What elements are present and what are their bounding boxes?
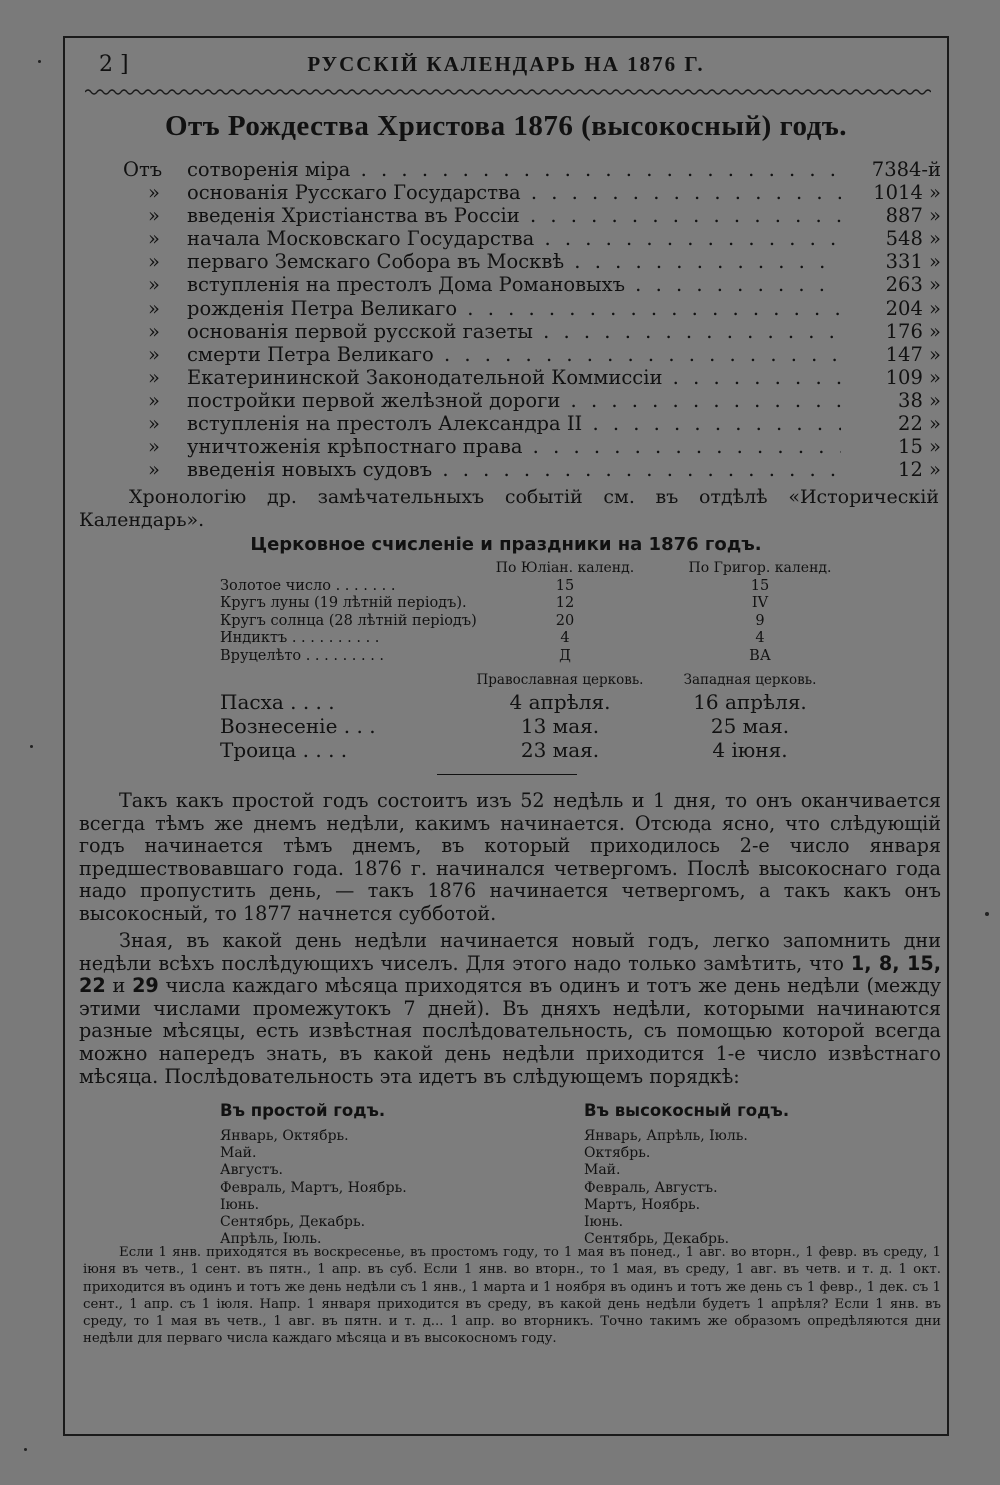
era-prefix: »: [148, 388, 160, 412]
chronology-note: Хронологію др. замѣчательныхъ событій см. въ отдѣлѣ «Историческій Календарь».: [79, 486, 939, 531]
orthodox-date: 23 мая.: [520, 738, 600, 762]
era-text: вступленія на престолъ Александра II . . .: [187, 412, 841, 435]
era-prefix: »: [148, 250, 160, 274]
footnote: Если 1 янв. приходятся въ воскресенье, въ простомъ году, то 1 мая въ понед., 1 авг. во вторн., 1 февр. въ среду, 1 іюня въ четв., 1 сент. въ пятн., 1 апр. въ суб. Если 1 янв. во вторн., то 1 мая, въ среду, 1 авг. въ четв. и т. д. 1 окт. приходится въ одинъ и тотъ же день недѣли съ 1 янв., 1 марта и 1 ноября въ одинъ и тотъ же день съ 1 февр., 1 дек. съ 1 сент., 1 апр. съ 1 іюля. Напр. 1 января приходится въ среду, въ какой день недѣли будетъ 1 апрѣля? Если 1 янв. въ среду, то 1 мая въ четв., 1 авг. въ пятн. и т. д... 1 апр. во вторникъ. Точно такимъ же образомъ опредѣляются дни недѣли для перваго числа каждаго мѣсяца и въ высокосномъ году.: [83, 1245, 941, 1347]
era-text: рожденія Петра Великаго . . .: [187, 297, 841, 320]
feast-name: Троица . . . .: [220, 738, 348, 762]
era-value: 15 »: [898, 435, 941, 459]
era-row: [123, 343, 941, 366]
list-item: Октябрь.: [584, 1145, 651, 1162]
era-prefix: »: [148, 181, 160, 205]
book-page: [63, 36, 949, 1436]
era-row: [123, 320, 941, 343]
era-value: 7384-й: [871, 158, 941, 181]
list-item: Февраль, Мартъ, Ноябрь.: [220, 1179, 407, 1196]
gregorian-value: 4: [755, 630, 765, 647]
era-list: [123, 158, 941, 481]
feast-name: Вознесеніе . . .: [220, 714, 376, 738]
table-row: [220, 578, 860, 596]
row-label: Кругъ солнца (28 лѣтній періодъ): [220, 612, 477, 629]
era-text: введенія Христіанства въ Россіи . . .: [187, 204, 841, 227]
list-item: Январь, Октябрь.: [220, 1128, 349, 1144]
gregorian-value: 15: [750, 577, 770, 594]
table-row: [220, 630, 860, 648]
era-value: 548 »: [885, 227, 941, 251]
era-text: основанія первой русской газеты . . .: [187, 320, 841, 343]
table-row: [220, 648, 860, 666]
era-prefix: »: [148, 319, 160, 343]
orthodox-date: 13 мая.: [520, 714, 600, 738]
era-row: [123, 412, 941, 435]
feast-row: [220, 738, 860, 762]
scan-speck: [985, 912, 989, 916]
era-text: введенія новыхъ судовъ . . .: [187, 458, 841, 481]
row-label: Вруцелѣто . . . . . . . . .: [220, 647, 385, 664]
ornamental-wavy-rule: [85, 88, 931, 96]
era-value: 1014 »: [873, 181, 941, 205]
era-value: 38 »: [898, 388, 941, 412]
row-label: Индиктъ . . . . . . . . . .: [220, 630, 380, 647]
era-text: перваго Земскаго Собора въ Москвѣ . . .: [187, 250, 841, 273]
era-value: 109 »: [885, 365, 941, 389]
era-text: вступленія на престолъ Дома Романовыхъ . . .: [187, 273, 841, 296]
era-row: [123, 273, 941, 296]
era-text: уничтоженія крѣпостнаго права . . .: [187, 435, 841, 458]
feast-row: [220, 714, 860, 738]
era-text: начала Московскаго Государства . . .: [187, 227, 841, 250]
feast-name: Пасха . . . .: [220, 690, 335, 714]
bold-dates: 1, 8, 15, 22: [79, 951, 941, 998]
gregorian-value: IV: [751, 595, 769, 612]
era-prefix: »: [148, 435, 160, 459]
era-value: 331 »: [885, 250, 941, 274]
julian-value: Д: [559, 647, 571, 664]
paragraph-text: и: [112, 974, 126, 998]
list-item: Сентябрь, Декабрь.: [584, 1231, 730, 1248]
era-row: [123, 458, 941, 481]
era-value: 147 »: [885, 342, 941, 366]
feast-row: [220, 690, 860, 714]
scan-speck: [24, 1448, 27, 1451]
table-row: [220, 613, 860, 631]
paragraph-weekday-sequence: [79, 930, 941, 1088]
era-prefix: »: [148, 204, 160, 228]
church-reckoning-table: [220, 560, 860, 666]
julian-value: 4: [560, 630, 570, 647]
era-text: постройки первой желѣзной дороги . . .: [187, 389, 841, 412]
era-row: [123, 204, 941, 227]
era-prefix: »: [148, 227, 160, 251]
list-item: Сентябрь, Декабрь.: [220, 1213, 366, 1230]
page-header: [65, 52, 947, 82]
list-item: Апрѣль, Іюль.: [220, 1231, 322, 1248]
row-label: Золотое число . . . . . . .: [220, 577, 396, 594]
list-item: Май.: [584, 1162, 621, 1179]
era-value: 176 »: [885, 319, 941, 343]
paragraph-text: Зная, въ какой день недѣли начинается новый годъ, легко запомнить дни недѣли всѣхъ послѣдующихъ чиселъ. Для этого надо только замѣтить, что: [79, 929, 941, 975]
orthodox-column-header: Православная церковь.: [476, 672, 644, 688]
gregorian-column-header: По Григор. календ.: [688, 560, 832, 576]
julian-value: 15: [555, 577, 575, 594]
paragraph-weekday-explanation: Такъ какъ простой годъ состоитъ изъ 52 недѣль и 1 дня, то онъ оканчивается всегда тѣмъ же днемъ недѣли, какимъ начинается. Отсюда ясно, что слѣдующій годъ начинается тѣмъ днемъ, въ который приходилось 2-е число января предшествовавшаго года. 1876 г. начинался четвергомъ. Послѣ высокоснаго года надо пропустить день, — такъ 1876 начинается четвергомъ, а такъ какъ онъ высокосный, то 1877 начнется субботой.: [79, 789, 941, 925]
leap-year-column: [584, 1100, 924, 1248]
western-date: 16 апрѣля.: [693, 690, 807, 714]
church-section-title: Церковное счисленіе и праздники на 1876 годъ.: [250, 534, 762, 555]
era-prefix: »: [148, 296, 160, 320]
simple-year-title: Въ простой годъ.: [220, 1101, 386, 1120]
era-prefix: »: [148, 365, 160, 389]
era-value: 263 »: [885, 273, 941, 297]
bold-dates: 29: [132, 974, 159, 998]
list-item: Февраль, Августъ.: [584, 1179, 718, 1196]
era-text: смерти Петра Великаго . . .: [187, 343, 841, 366]
julian-value: 12: [555, 595, 575, 612]
list-item: Іюнь.: [584, 1213, 624, 1230]
era-row: [123, 366, 941, 389]
julian-column-header: По Юліан. календ.: [495, 560, 635, 576]
era-text: основанія Русскаго Государства . . .: [187, 181, 841, 204]
era-row: [123, 389, 941, 412]
page-number: 2 ]: [99, 52, 129, 77]
list-item: Іюнь.: [220, 1196, 260, 1213]
era-row: [123, 227, 941, 250]
era-row: [123, 435, 941, 458]
list-item: Мартъ, Ноябрь.: [584, 1196, 701, 1213]
era-value: 12 »: [898, 458, 941, 482]
era-row: [123, 158, 941, 181]
list-item: Январь, Апрѣль, Іюль.: [584, 1128, 748, 1144]
gregorian-value: ВА: [749, 647, 771, 664]
western-column-header: Западная церковь.: [683, 672, 817, 688]
orthodox-date: 4 апрѣля.: [509, 690, 611, 714]
row-label: Кругъ луны (19 лѣтній періодъ).: [220, 595, 467, 612]
western-date: 4 іюня.: [712, 738, 788, 762]
era-text: Екатерининской Законодательной Коммиссіи . . .: [187, 366, 841, 389]
leap-year-title: Въ высокосный годъ.: [584, 1101, 790, 1120]
era-value: 204 »: [885, 296, 941, 320]
feasts-header-row: [220, 672, 860, 690]
table-header-row: [220, 560, 860, 578]
section-divider: [437, 774, 577, 775]
julian-value: 20: [555, 612, 575, 629]
era-value: 887 »: [885, 204, 941, 228]
list-item: Августъ.: [220, 1162, 283, 1179]
era-prefix: »: [148, 342, 160, 366]
era-row: [123, 181, 941, 204]
main-title: Отъ Рождества Христова 1876 (высокосный) годъ.: [164, 110, 848, 142]
era-prefix: »: [148, 458, 160, 482]
era-row: [123, 297, 941, 320]
paragraph-text: числа каждаго мѣсяца приходятся въ одинъ и тотъ же день недѣли (между этими числами промежутокъ 7 дней). Въ дняхъ недѣли, которыми начинаются разные мѣсяцы, есть извѣстная послѣдовательность, съ помощью которой всегда можно напередъ знать, въ какой день недѣли приходится 1-е число извѣстнаго мѣсяца. Послѣдовательность эта идетъ въ слѣдующемъ порядкѣ:: [79, 974, 941, 1088]
gregorian-value: 9: [755, 612, 765, 629]
running-title: РУССКІЙ КАЛЕНДАРЬ НА 1876 Г.: [307, 52, 705, 76]
era-prefix: »: [148, 273, 160, 297]
feasts-table: [220, 672, 860, 762]
list-item: Май.: [220, 1145, 257, 1162]
western-date: 25 мая.: [710, 714, 790, 738]
era-prefix: »: [148, 412, 160, 436]
scan-speck: [30, 745, 33, 748]
era-text: сотворенія міра . . .: [187, 158, 841, 181]
era-value: 22 »: [898, 412, 941, 436]
era-row: [123, 250, 941, 273]
simple-year-column: [220, 1100, 560, 1248]
scan-speck: [38, 60, 41, 63]
era-prefix: Отъ: [123, 158, 163, 181]
table-row: [220, 595, 860, 613]
